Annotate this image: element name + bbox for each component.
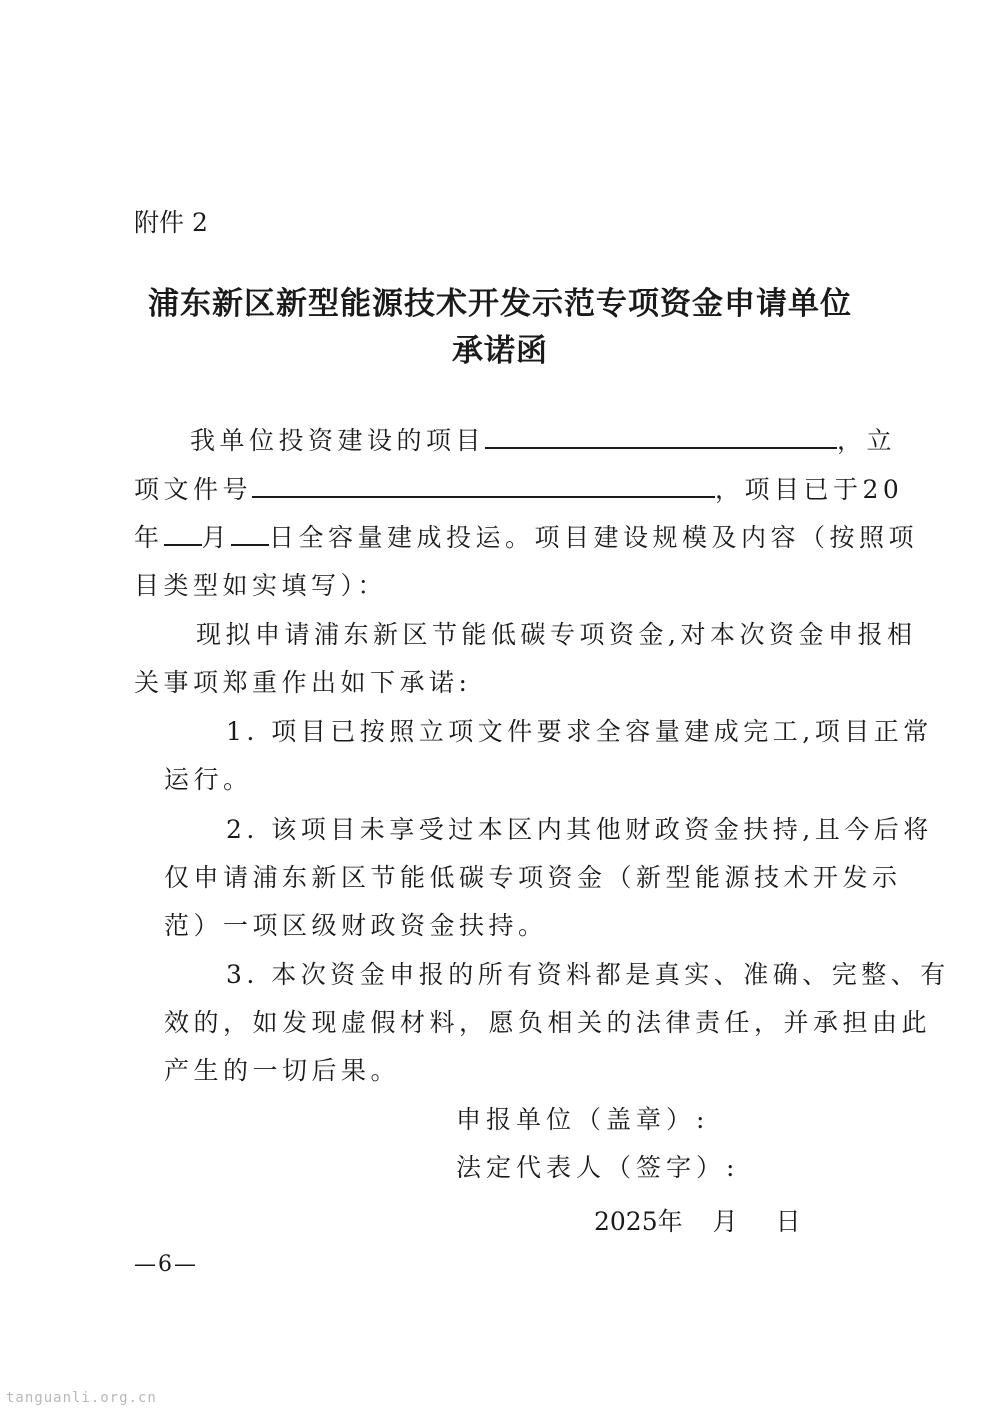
signing-date: [594, 1202, 801, 1238]
date-year: 2025年: [594, 1207, 683, 1236]
applicant-unit-seal-label: 申报单位（盖章）:: [456, 1105, 710, 1134]
p1-line2-text: 项文件号: [134, 475, 253, 504]
p2-line1: 现拟申请浦东新区节能低碳专项资金,对本次资金申报相: [196, 620, 917, 649]
p1-line4: 目类型如实填写）：: [134, 571, 388, 600]
p1-line2-tail: ，项目已于20: [715, 475, 904, 504]
p1-line3-text: 日全容量建成投运。项目建设规模及内容（按照项: [269, 523, 919, 552]
watermark: tanguanli.org.cn: [6, 1390, 157, 1406]
date-month: 月: [712, 1207, 738, 1236]
attachment-label: 附件 2: [134, 208, 208, 237]
legal-representative-signature-label: 法定代表人（签字）:: [456, 1153, 740, 1182]
p2-line2: 关事项郑重作出如下承诺:: [134, 668, 472, 697]
p1-line2: [134, 470, 903, 506]
commitment-3-line2: 效的，如发现虚假材料，愿负相关的法律责任，并承担由此: [164, 1008, 932, 1037]
commitment-3-line3: 产生的一切后果。: [164, 1056, 401, 1085]
p1-line1-text: 我单位投资建设的项目: [190, 426, 486, 455]
commitment-3-line1: 3. 本次资金申报的所有资料都是真实、准确、完整、有: [226, 960, 950, 989]
project-name-blank: [485, 425, 837, 449]
commitment-1-line1: 1. 项目已按照立项文件要求全容量建成完工,项目正常: [226, 717, 933, 746]
p1-line1: [190, 421, 896, 457]
month-blank: [231, 522, 269, 546]
document-title-line2: 承诺函: [452, 333, 548, 369]
commitment-1-line2: 运行。: [164, 765, 253, 794]
commitment-2-line1: 2. 该项目未享受过本区内其他财政资金扶持,且今后将: [226, 815, 933, 844]
year-label: 年: [134, 523, 164, 552]
page-number: —6—: [134, 1252, 198, 1277]
p1-line1-tail: ，立: [837, 426, 897, 455]
year-blank: [164, 522, 202, 546]
month-label: 月: [201, 523, 232, 552]
document-title: 浦东新区新型能源技术开发示范专项资金申请单位: [148, 286, 852, 322]
date-day: 日: [775, 1207, 801, 1236]
approval-doc-number-blank: [252, 474, 715, 498]
commitment-2-line3: 范）一项区级财政资金扶持。: [164, 911, 548, 940]
commitment-2-line2: 仅申请浦东新区节能低碳专项资金（新型能源技术开发示: [164, 863, 902, 892]
p1-line3: [134, 518, 918, 554]
